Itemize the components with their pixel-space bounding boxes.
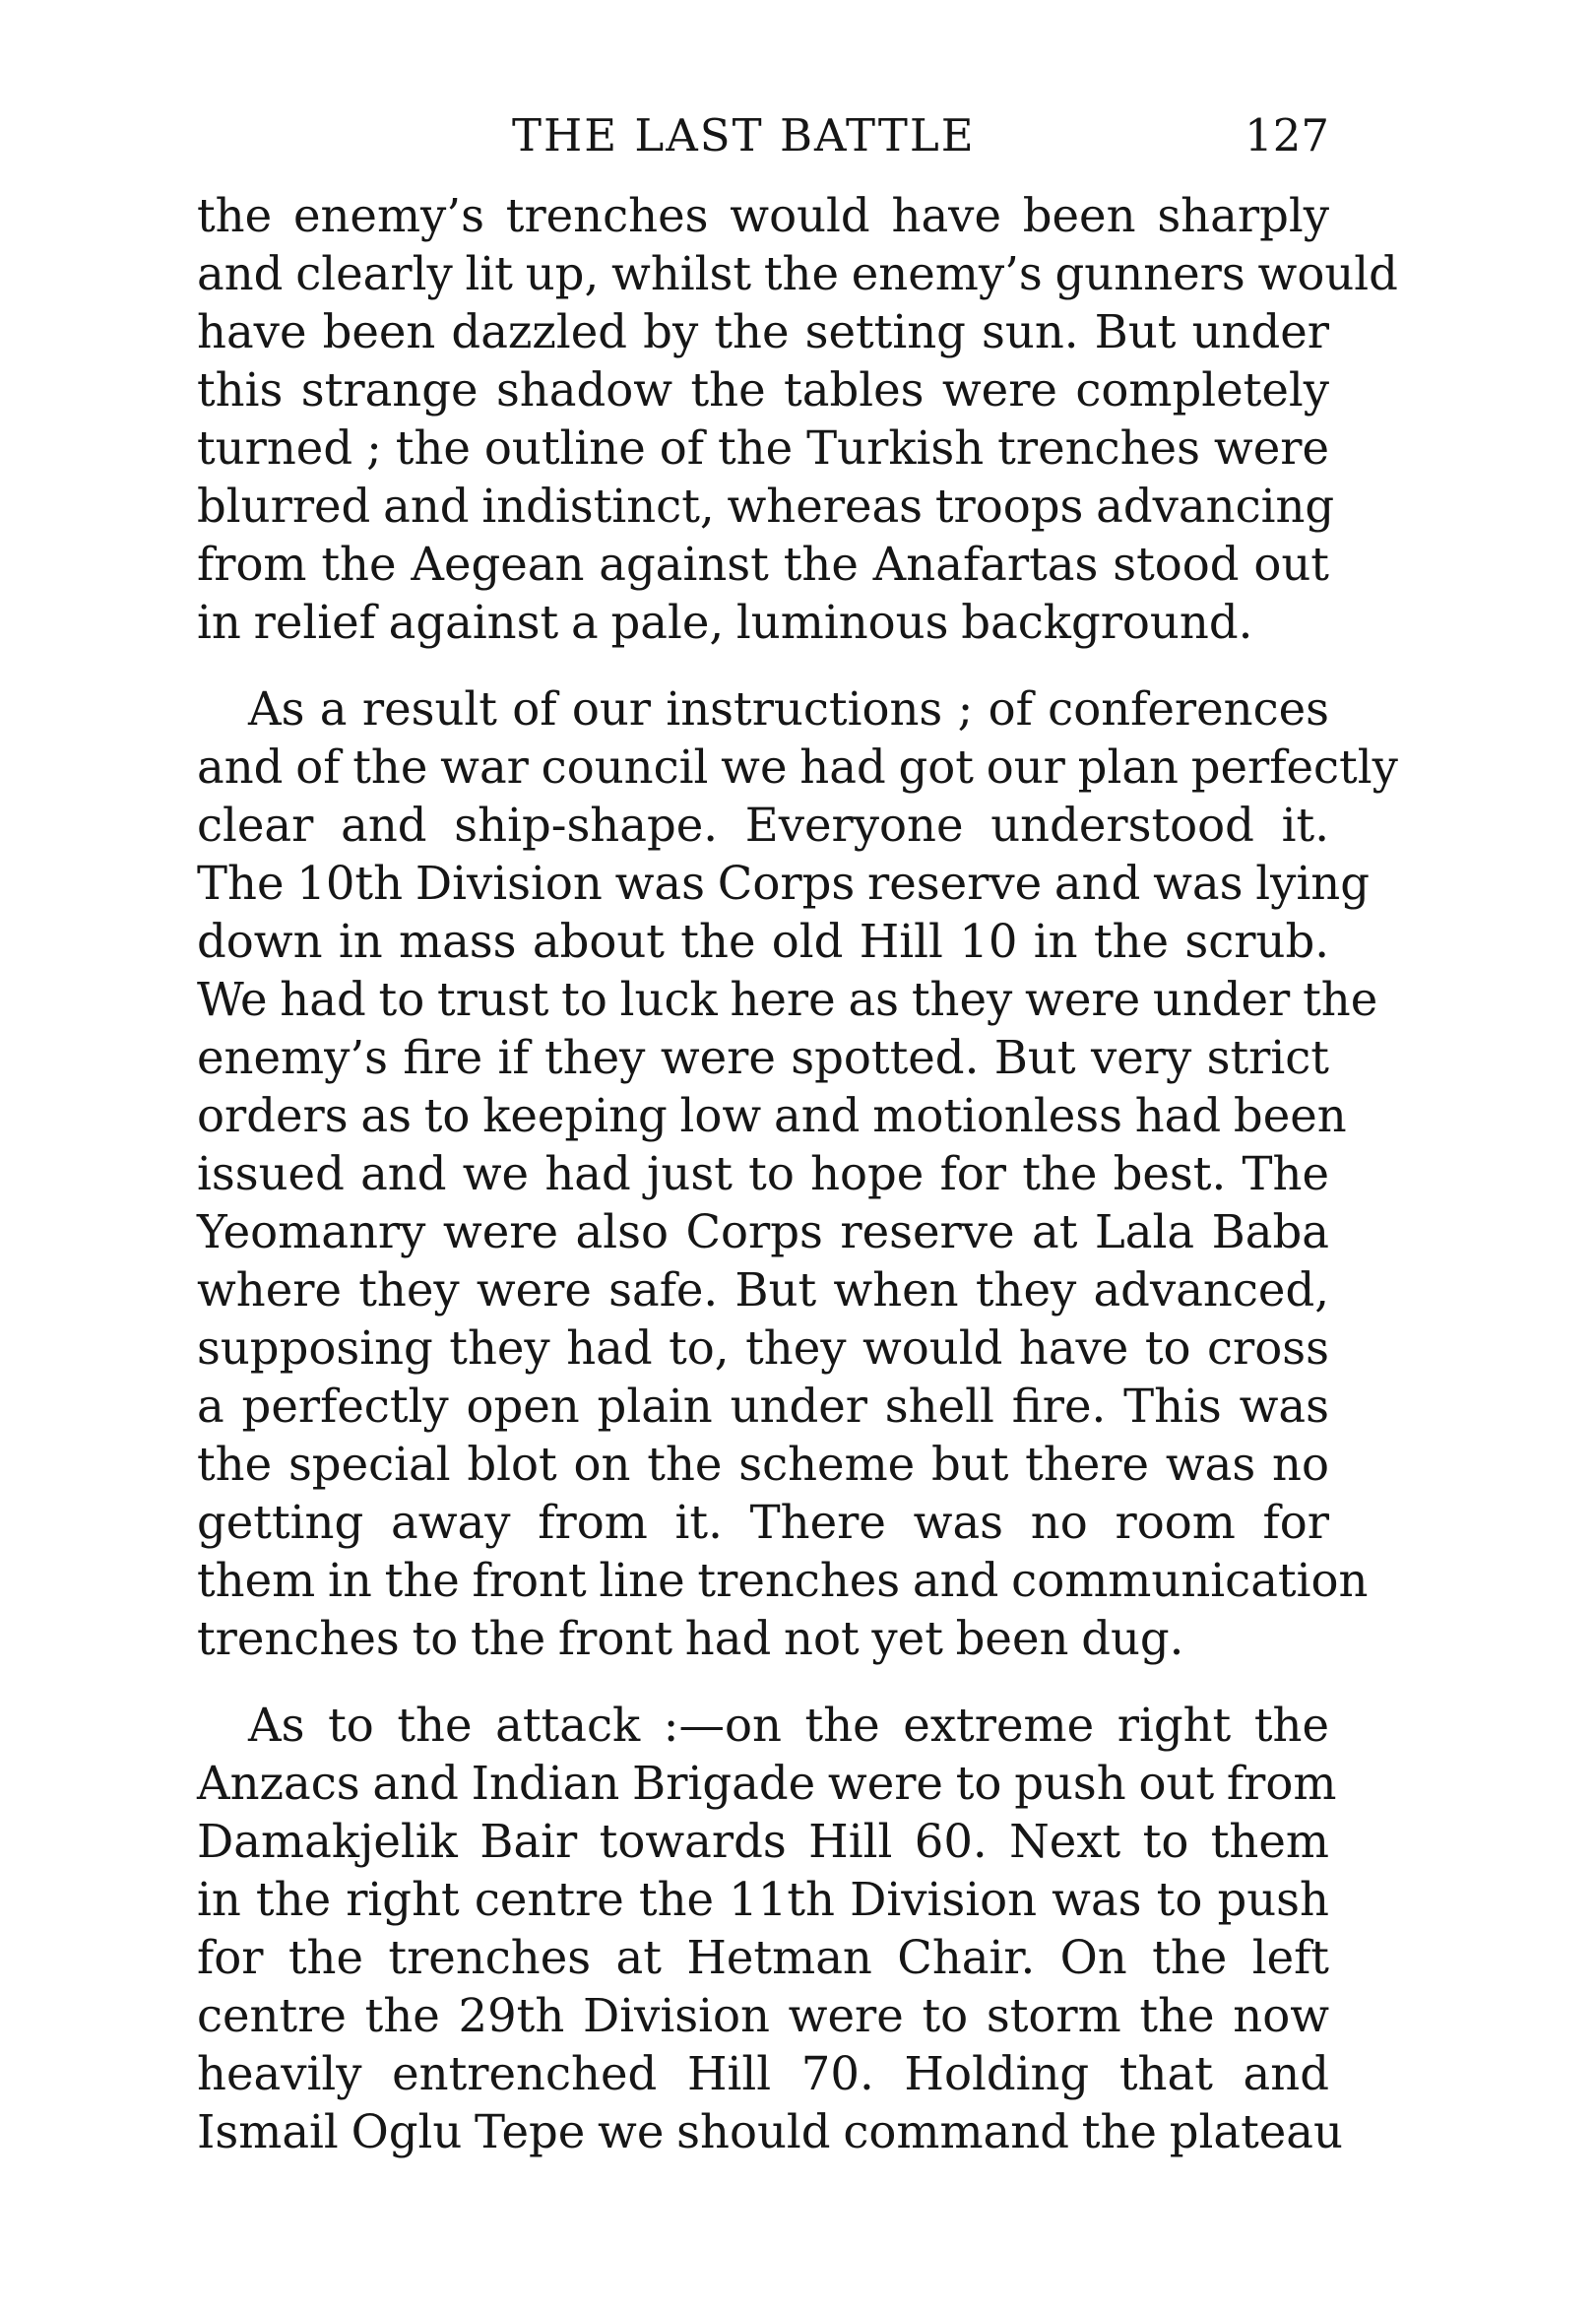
- text-line: Anzacs and Indian Brigade were to push out from: [197, 1757, 1337, 1810]
- text-line: blurred and indistinct, whereas troops advancing: [197, 480, 1335, 533]
- text-line: Yeomanry were also Corps reserve at Lala Baba: [197, 1205, 1329, 1258]
- text-line: Damakjelik Bair towards Hill 60. Next to them: [197, 1815, 1329, 1868]
- text-line: in relief against a pale, luminous background.: [197, 596, 1253, 649]
- text-line: As to the attack :—on the extreme right the: [248, 1699, 1329, 1752]
- paragraph-1: [197, 187, 1398, 652]
- page-number: 127: [1245, 109, 1329, 161]
- text-line: Ismail Oglu Tepe we should command the plateau: [197, 2105, 1343, 2158]
- text-line: supposing they had to, they would have to cross: [197, 1321, 1329, 1375]
- text-line: orders as to keeping low and motionless had been: [197, 1089, 1347, 1142]
- text-line: clear and ship-shape. Everyone understood it.: [197, 799, 1329, 852]
- running-title: THE LAST BATTLE: [512, 109, 976, 161]
- text-line: getting away from it. There was no room for: [197, 1496, 1329, 1549]
- text-line: As a result of our instructions ; of conferences: [248, 682, 1329, 736]
- text-line: them in the front line trenches and communication: [197, 1554, 1369, 1607]
- paragraph-2: [197, 680, 1398, 1668]
- text-line: the enemy’s trenches would have been sharply: [197, 189, 1329, 242]
- text-line: for the trenches at Hetman Chair. On the left: [197, 1931, 1329, 1984]
- text-line: this strange shadow the tables were completely: [197, 363, 1329, 417]
- text-line: a perfectly open plain under shell fire. This was: [197, 1380, 1329, 1433]
- text-line: in the right centre the 11th Division was to push: [197, 1873, 1329, 1926]
- text-line: down in mass about the old Hill 10 in the scrub.: [197, 915, 1329, 968]
- paragraph-3: [197, 1697, 1343, 2161]
- text-line: and clearly lit up, whilst the enemy’s gunners would: [197, 247, 1398, 300]
- text-line: turned ; the outline of the Turkish trenches were: [197, 421, 1329, 475]
- text-line: trenches to the front had not yet been dug.: [197, 1612, 1184, 1665]
- text-line: have been dazzled by the setting sun. But under: [197, 305, 1329, 358]
- text-line: We had to trust to luck here as they were under the: [197, 973, 1378, 1026]
- text-line: issued and we had just to hope for the best. The: [197, 1147, 1329, 1200]
- text-line: the special blot on the scheme but there was no: [197, 1438, 1329, 1491]
- text-line: from the Aegean against the Anafartas stood out: [197, 538, 1329, 591]
- text-line: and of the war council we had got our plan perfectly: [197, 740, 1398, 794]
- running-head: [197, 106, 1329, 165]
- text-line: where they were safe. But when they advanced,: [197, 1263, 1329, 1317]
- body-text: [197, 187, 1398, 2190]
- text-line: heavily entrenched Hill 70. Holding that and: [197, 2047, 1329, 2100]
- text-line: The 10th Division was Corps reserve and was lying: [197, 857, 1371, 910]
- text-line: enemy’s fire if they were spotted. But very strict: [197, 1031, 1329, 1084]
- text-line: centre the 29th Division were to storm the now: [197, 1989, 1329, 2042]
